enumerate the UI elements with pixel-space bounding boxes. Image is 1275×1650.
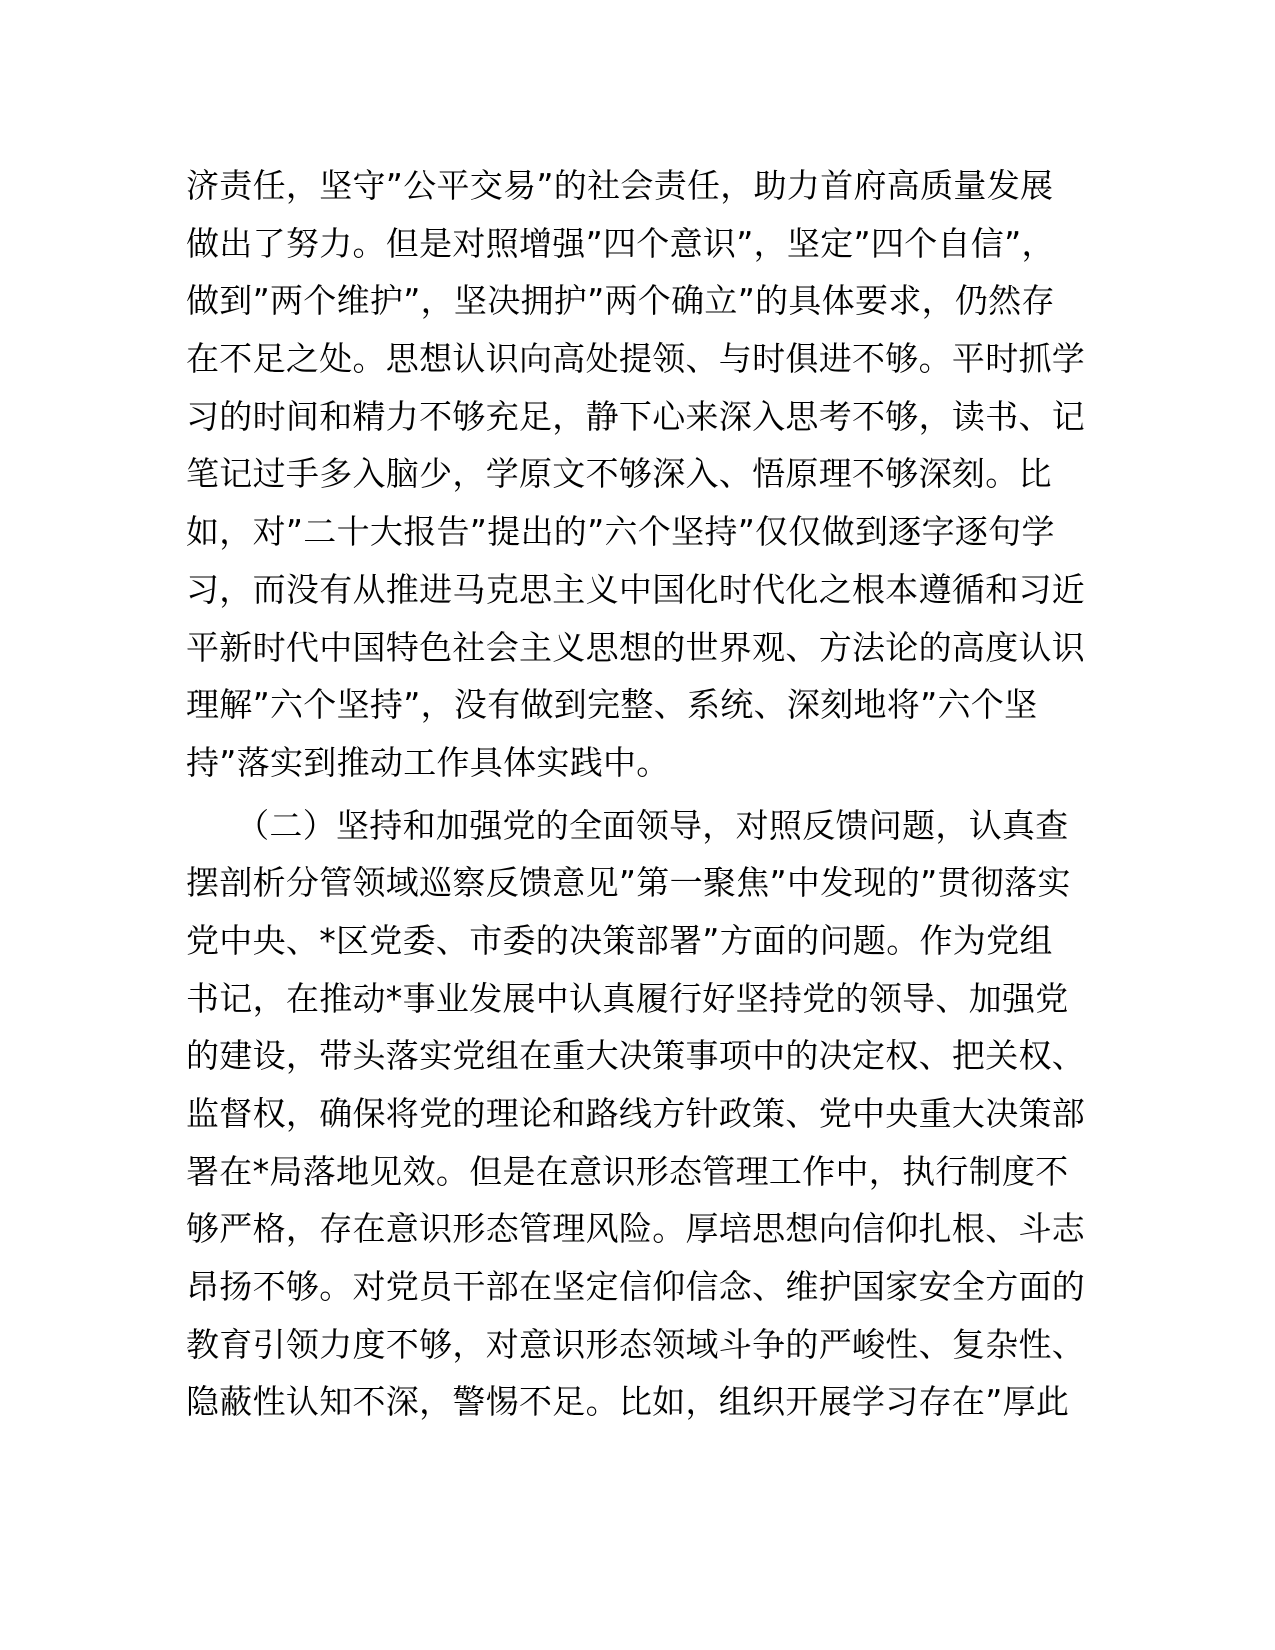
text-line: 书记，在推动*事业发展中认真履行好坚持党的领导、加强党 (186, 978, 1069, 1018)
text-line: 做到”两个维护”，坚决拥护”两个确立”的具体要求，仍然存 (186, 281, 1055, 321)
paragraph-1 (186, 157, 1086, 792)
text-line: 隐蔽性认知不深，警惕不足。比如，组织开展学习存在”厚此 (186, 1382, 1070, 1422)
text-line: 在不足之处。思想认识向高处提领、与时俱进不够。平时抓学 (186, 339, 1086, 379)
text-line: 的建设，带头落实党组在重大决策事项中的决定权、把关权、 (186, 1036, 1086, 1076)
text-line: 监督权，确保将党的理论和路线方针政策、党中央重大决策部 (186, 1094, 1086, 1133)
text-line: 如，对”二十大报告”提出的”六个坚持”仅仅做到逐字逐句学 (186, 512, 1055, 552)
text-line: 摆剖析分管领域巡察反馈意见”第一聚焦”中发现的”贯彻落实 (186, 863, 1071, 903)
text-line: 做出了努力。但是对照增强”四个意识”，坚定”四个自信”， (186, 223, 1055, 263)
text-line: 党中央、*区党委、市委的决策部署”方面的问题。作为党组 (186, 920, 1053, 960)
text-line: 习，而没有从推进马克思主义中国化时代化之根本遵循和习近 (186, 569, 1086, 609)
text-line: 理解”六个坚持”，没有做到完整、系统、深刻地将”六个坚 (186, 685, 1038, 725)
text-line: 笔记过手多入脑少，学原文不够深入、悟原理不够深刻。比 (186, 454, 1052, 494)
document-body (186, 157, 1086, 1431)
text-line: 昂扬不够。对党员干部在坚定信仰信念、维护国家安全方面的 (186, 1267, 1086, 1307)
text-line: 平新时代中国特色社会主义思想的世界观、方法论的高度认识 (186, 627, 1086, 667)
text-line: 持”落实到推动工作具体实践中。 (186, 742, 670, 782)
text-line: 够严格，存在意识形态管理风险。厚培思想向信仰扎根、斗志 (186, 1209, 1086, 1249)
text-line: 济责任，坚守”公平交易”的社会责任，助力首府高质量发展 (186, 166, 1054, 205)
text-line: 教育引领力度不够，对意识形态领域斗争的严峻性、复杂性、 (186, 1324, 1086, 1364)
text-line: （二）坚持和加强党的全面领导，对照反馈问题，认真查 (186, 805, 1069, 845)
text-line: 习的时间和精力不够充足，静下心来深入思考不够，读书、记 (186, 396, 1086, 436)
paragraph-2 (186, 797, 1086, 1432)
text-line: 署在*局落地见效。但是在意识形态管理工作中，执行制度不 (186, 1151, 1069, 1191)
